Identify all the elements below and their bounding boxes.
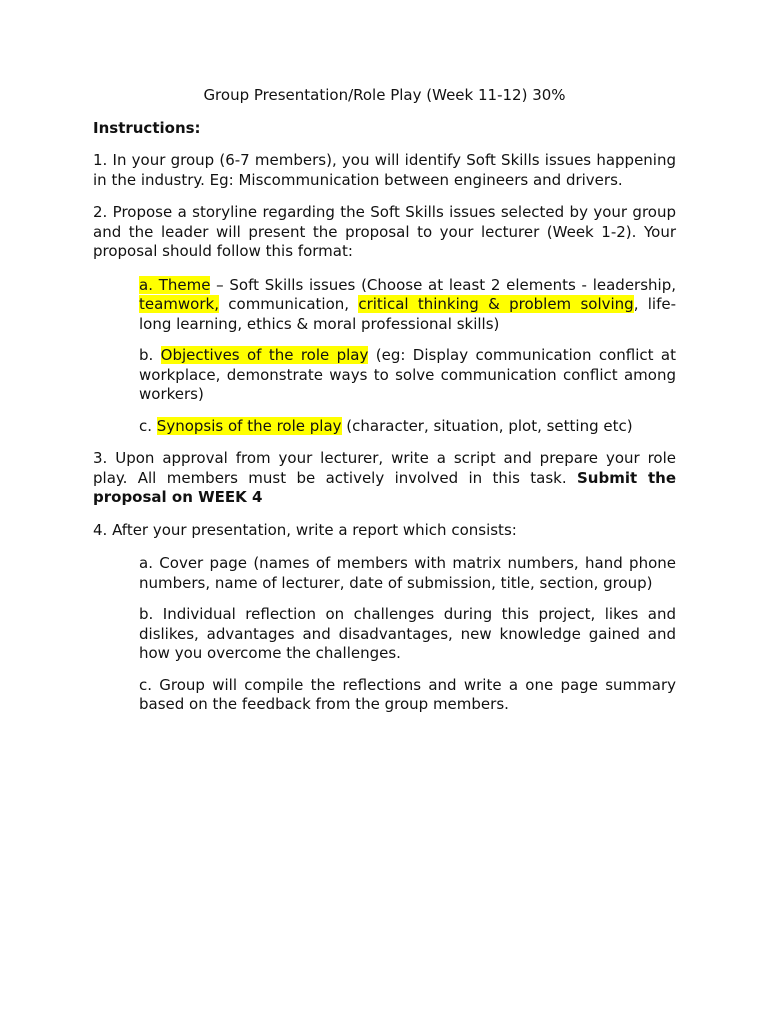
item-2c-text: (character, situation, plot, setting etc) — [341, 416, 633, 435]
instructions-heading: Instructions: — [93, 118, 201, 137]
highlight-objectives: Objectives of the role play — [160, 346, 369, 364]
instruction-item-2b — [139, 346, 676, 405]
document-title: Group Presentation/Role Play (Week 11-12) 30% — [203, 86, 566, 104]
instruction-item-2: 2. Propose a storyline regarding the Soft Skills issues selected by your group and the leader will present the proposal to your lecturer (Week 1-2). Your proposal should follow this format: — [93, 203, 676, 260]
highlight-synopsis: Synopsis of the role play — [156, 416, 342, 435]
highlight-critical-thinking: critical thinking & problem solving — [358, 295, 634, 313]
instruction-item-4a: a. Cover page (names of members with matrix numbers, hand phone numbers, name of lecturer, date of submission, title, section, group) — [139, 554, 676, 592]
highlight-teamwork: teamwork, — [139, 295, 219, 313]
instruction-item-4b: b. Individual reflection on challenges during this project, likes and dislikes, advantages and disadvantages, new knowledge gained and how you overcome the challenges. — [139, 605, 676, 662]
instruction-item-4c: c. Group will compile the reflections and write a one page summary based on the feedback from the group members. — [139, 675, 676, 713]
item-2c-prefix: c. — [139, 416, 157, 435]
item-2a-text-2: communication, — [218, 295, 359, 313]
item-2b-text: (eg: Display communication conflict at workplace, demonstrate ways to solve communication conflict among workers) — [139, 346, 676, 403]
item-2b-prefix: b. — [139, 346, 161, 364]
submit-deadline: Submit the proposal on WEEK 4 — [93, 468, 676, 506]
document-page — [93, 86, 676, 715]
instruction-item-1: 1. In your group (6-7 members), you will identify Soft Skills issues happening in the industry. Eg: Miscommunication between engineers and drivers. — [93, 151, 676, 189]
item-3-text: 3. Upon approval from your lecturer, write a script and prepare your role play. All members must be actively involved in this task. — [93, 449, 676, 487]
instruction-item-2c — [139, 417, 676, 437]
instruction-item-2a — [139, 276, 676, 335]
instruction-item-4: 4. After your presentation, write a report which consists: — [93, 520, 517, 539]
instruction-item-3 — [93, 449, 676, 508]
item-2a-text-3: , life-long learning, ethics & moral professional skills) — [139, 295, 677, 333]
highlight-theme: a. Theme — [139, 275, 211, 294]
item-2a-text-1: – Soft Skills issues (Choose at least 2 elements - leadership, — [210, 275, 676, 294]
